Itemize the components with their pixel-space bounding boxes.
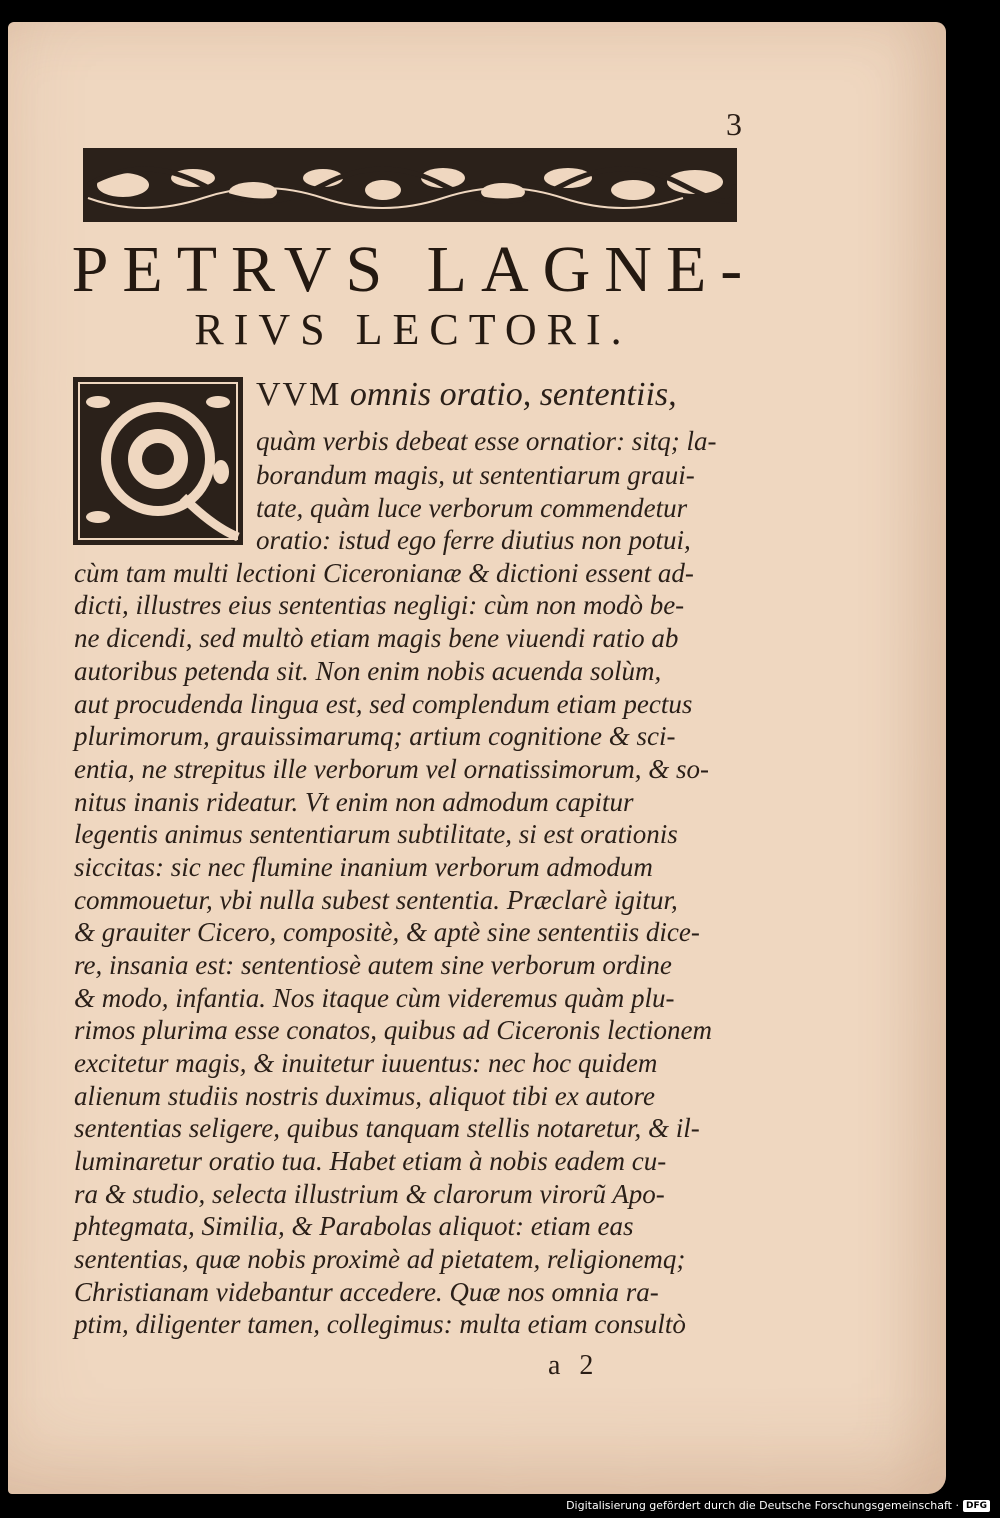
text-line: ne dicendi, sed multò etiam magis bene viuendi ratio ab bbox=[74, 623, 679, 653]
text-line: excitetur magis, & inuitetur iuuentus: nec hoc quidem bbox=[74, 1048, 658, 1078]
text-line: borandum magis, ut sententiarum graui- bbox=[256, 460, 695, 490]
text-line: re, insania est: sententiosè autem sine verborum ordine bbox=[74, 950, 672, 980]
title-line-2: RIVS LECTORI. bbox=[194, 305, 632, 354]
text-line: commouetur, vbi nulla subest sententia. Præclarè igitur, bbox=[74, 885, 678, 915]
text-line: cùm tam multi lectioni Ciceronianæ & dictioni essent ad- bbox=[74, 558, 694, 588]
signature-mark: a 2 bbox=[548, 1350, 600, 1381]
text-line: nitus inanis rideatur. Vt enim non admodum capitur bbox=[74, 787, 634, 817]
text-line: dicti, illustres eius sententias negligi: cùm non modò be- bbox=[74, 590, 685, 620]
text-line: tate, quàm luce verborum commendetur bbox=[256, 493, 688, 523]
text-line: sententias, quæ nobis proximè ad pietatem, religionemq; bbox=[74, 1244, 686, 1274]
first-line-rest: omnis oratio, sententiis, bbox=[341, 376, 677, 413]
text-line: sententias seligere, quibus tanquam stellis notaretur, & il- bbox=[74, 1113, 700, 1143]
text-line: & modo, infantia. Nos itaque cùm videremus quàm plu- bbox=[74, 983, 675, 1013]
text-line: autoribus petenda sit. Non enim nobis acuenda solùm, bbox=[74, 656, 662, 686]
text-line: ptim, diligenter tamen, collegimus: multa etiam consultò bbox=[74, 1309, 686, 1339]
digitization-credit bbox=[566, 1499, 990, 1512]
decorated-initial-q bbox=[73, 377, 243, 545]
first-word-caps: VVM bbox=[256, 376, 342, 413]
text-line: ra & studio, selecta illustrium & clarorum virorũ Apo- bbox=[74, 1179, 665, 1209]
decorative-headpiece bbox=[83, 148, 737, 222]
text-line: aut procudenda lingua est, sed complendum etiam pectus bbox=[74, 689, 693, 719]
text-line-first bbox=[256, 376, 677, 414]
text-line: rimos plurima esse conatos, quibus ad Ciceronis lectionem bbox=[74, 1015, 712, 1045]
text-line: plurimorum, grauissimarumq; artium cognitione & sci- bbox=[74, 721, 676, 751]
credit-text: Digitalisierung gefördert durch die Deutsche Forschungsgemeinschaft · bbox=[566, 1499, 959, 1512]
book-page bbox=[8, 22, 946, 1494]
text-line: luminaretur oratio tua. Habet etiam à nobis eadem cu- bbox=[74, 1146, 667, 1176]
text-line: legentis animus sententiarum subtilitate, si est orationis bbox=[74, 819, 678, 849]
text-line: oratio: istud ego ferre diutius non potui, bbox=[256, 525, 691, 555]
text-line: Christianam videbantur accedere. Quæ nos omnia ra- bbox=[74, 1277, 659, 1307]
text-line: & grauiter Cicero, compositè, & aptè sine sententiis dice- bbox=[74, 917, 700, 947]
dfg-logo: DFG bbox=[963, 1500, 990, 1512]
text-line: alienum studiis nostris duximus, aliquot tibi ex autore bbox=[74, 1081, 655, 1111]
text-line: siccitas: sic nec flumine inanium verborum admodum bbox=[74, 852, 653, 882]
title-line-1: PETRVS LAGNE- bbox=[71, 233, 757, 306]
text-line: entia, ne strepitus ille verborum vel ornatissimorum, & so- bbox=[74, 754, 709, 784]
text-line: phtegmata, Similia, & Parabolas aliquot: etiam eas bbox=[74, 1211, 634, 1241]
page-number: 3 bbox=[726, 106, 742, 142]
text-line: quàm verbis debeat esse ornatior: sitq; la- bbox=[256, 426, 717, 456]
